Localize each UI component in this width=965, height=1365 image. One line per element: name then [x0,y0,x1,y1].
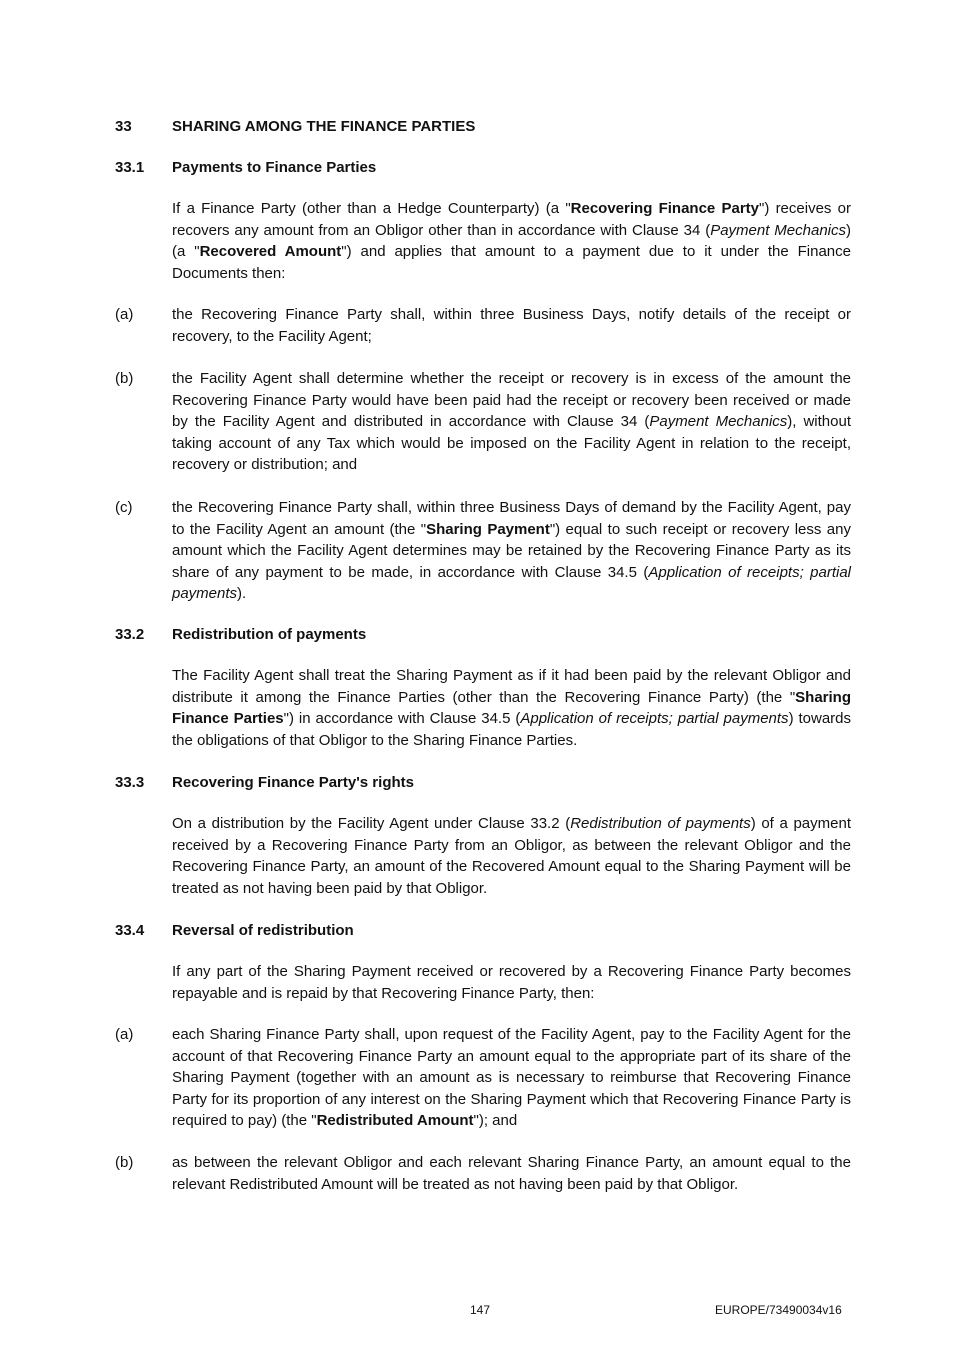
section-number: 33.1 [115,159,145,176]
section-number: 33.2 [115,626,145,643]
paragraph: The Facility Agent shall treat the Sharing Payment as if it had been paid by the relevant Obligor and distribute it among the Finance Parties (other than the Recovering Finance Party) (the "Sharing Finance Parties") in accordance with Clause 34.5 (Application of receipts; partial payments) towards the obligations of that Obligor to the Sharing Finance Parties. [172,667,852,749]
section-title: Recovering Finance Party's rights [172,774,414,791]
section-title: Redistribution of payments [172,626,367,643]
item-label: (a) [115,306,134,323]
section-number: 33.4 [115,922,145,939]
item-text: the Facility Agent shall determine whether the receipt or recovery is in excess of the amount the Recovering Finance Party would have been paid had the receipt or recovery been received or made by the Facility Agent and distributed in accordance with Clause 34 (Payment Mechanics), without taking account of any Tax which would be imposed on the Facility Agent in relation to the receipt, recovery or distribution; and [172,370,851,474]
item-text: the Recovering Finance Party shall, within three Business Days of demand by the Facility Agent, pay to the Facility Agent an amount (the "Sharing Payment") equal to such receipt or recovery less any amount which the Facility Agent determines may be retained by the Recovering Finance Party as its share of any payment to be made, in accordance with Clause 34.5 (Application of receipts; partial payments). [172,499,852,603]
item-label: (a) [115,1026,134,1043]
section-title: Payments to Finance Parties [172,159,377,176]
clause-title: SHARING AMONG THE FINANCE PARTIES [172,118,476,135]
clause-number: 33 [115,118,132,135]
paragraph: On a distribution by the Facility Agent under Clause 33.2 (Redistribution of payments) of a payment received by a Recovering Finance Party from an Obligor, as between the relevant Obligor and the Recovering Finance Party, an amount of the Recovered Amount equal to the Sharing Payment will be treated as not having been paid by that Obligor. [172,815,851,897]
item-label: (b) [115,1154,134,1171]
paragraph: If any part of the Sharing Payment received or recovered by a Recovering Finance Party becomes repayable and is repaid by that Recovering Finance Party, then: [172,963,851,1002]
paragraph: If a Finance Party (other than a Hedge Counterparty) (a "Recovering Finance Party") receives or recovers any amount from an Obligor other than in accordance with Clause 34 (Payment Mechanics) (a "Recovered Amount") and applies that amount to a payment due to it under the Finance Documents then: [172,200,851,282]
page-number: 147 [470,1303,491,1317]
item-text: the Recovering Finance Party shall, within three Business Days, notify details of the receipt or recovery, to the Facility Agent; [172,306,851,345]
item-text: each Sharing Finance Party shall, upon request of the Facility Agent, pay to the Facility Agent for the account of that Recovering Finance Party an amount equal to the appropriate part of its share of the Sharing Payment (together with an amount as is necessary to reimburse that Recovering Finance Party for its proportion of any interest on the Sharing Payment which that Recovering Finance Party is required to pay) (the "Redistributed Amount"); and [172,1026,851,1130]
item-text: as between the relevant Obligor and each relevant Sharing Finance Party, an amount equal to the relevant Redistributed Amount will be treated as not having been paid by that Obligor. [172,1154,851,1193]
item-label: (b) [115,370,134,387]
section-number: 33.3 [115,774,145,791]
section-title: Reversal of redistribution [172,922,354,939]
item-label: (c) [115,499,133,516]
document-reference: EUROPE/73490034v16 [715,1303,842,1317]
